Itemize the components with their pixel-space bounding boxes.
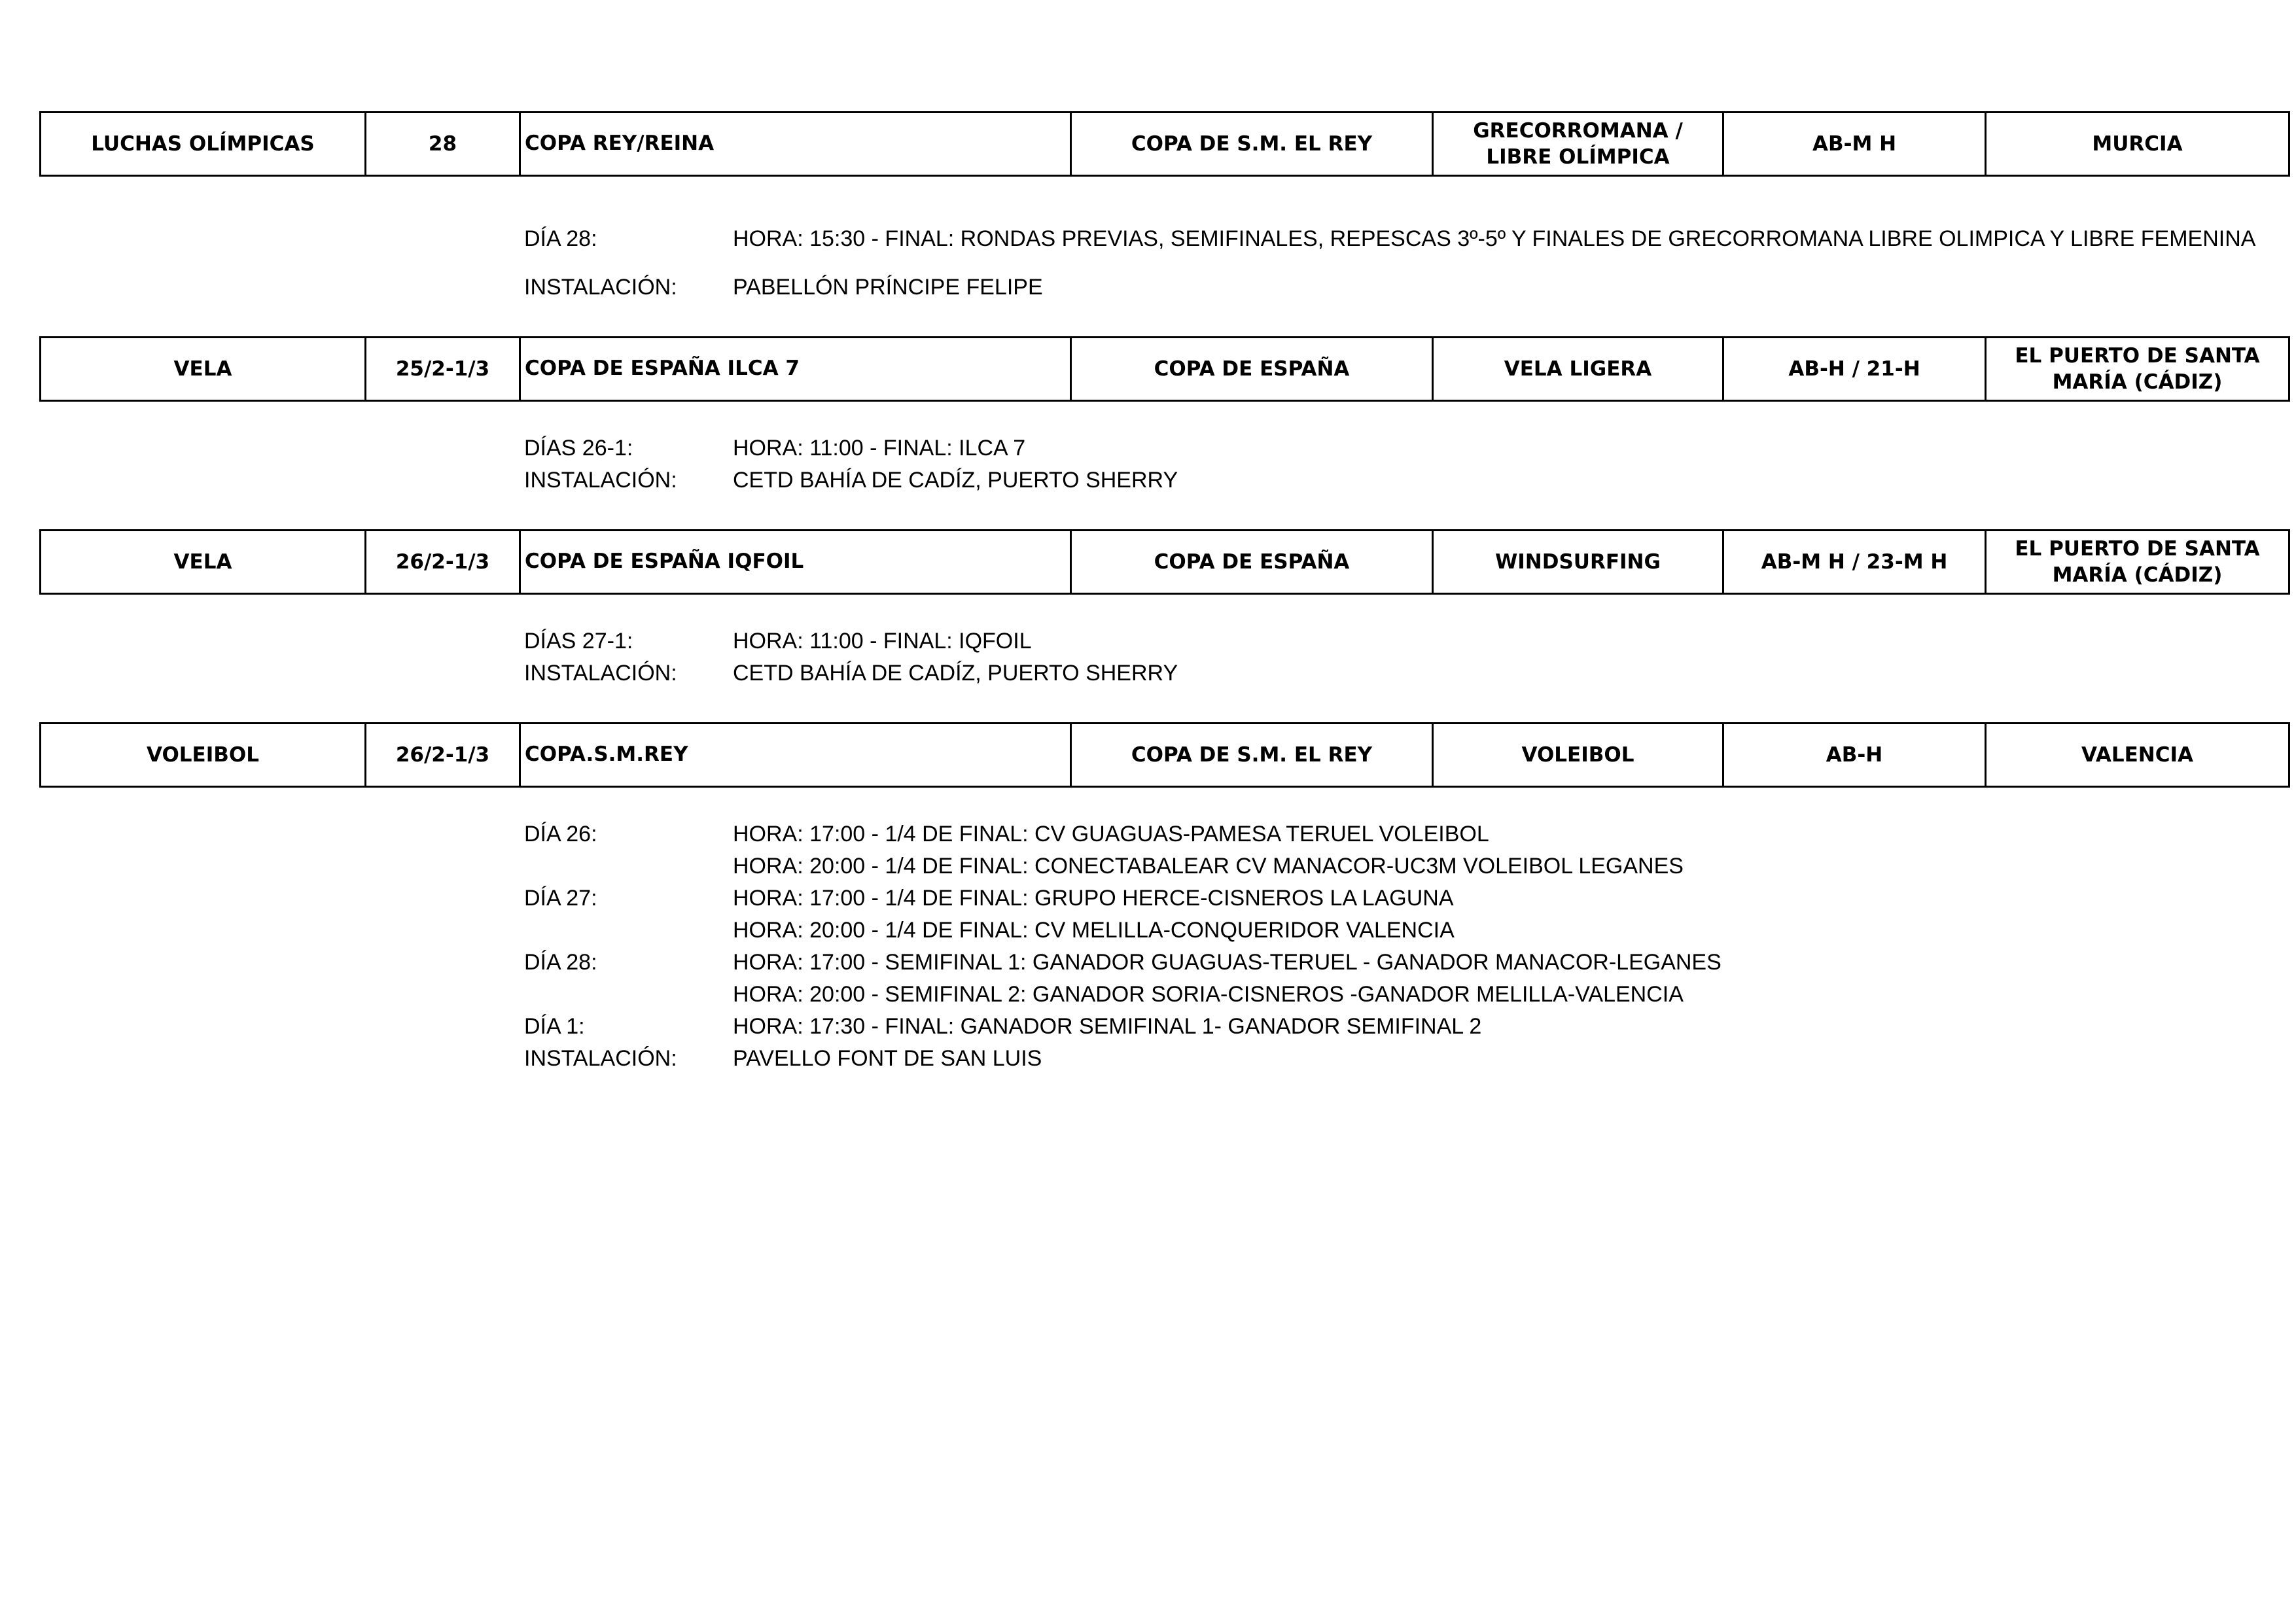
event-dates: 25/2-1/3 — [366, 338, 521, 400]
event-location: MURCIA — [2092, 132, 2183, 156]
event-name: COPA.S.M.REY — [521, 724, 1072, 786]
detail-label: DÍA 28: — [524, 950, 597, 975]
detail-text: PAVELLO FONT DE SAN LUIS — [733, 1046, 1042, 1071]
detail-text: HORA: 11:00 - FINAL: IQFOIL — [733, 629, 1032, 654]
detail-text: HORA: 20:00 - SEMIFINAL 2: GANADOR SORIA-CISNEROS -GANADOR MELILLA-VALENCIA — [733, 982, 1684, 1007]
detail-label: INSTALACIÓN: — [524, 1046, 677, 1071]
event-modality: VELA LIGERA — [1434, 338, 1724, 400]
detail-line — [524, 432, 2291, 464]
detail-text: HORA: 17:00 - SEMIFINAL 1: GANADOR GUAGUAS-TERUEL - GANADOR MANACOR-LEGANES — [733, 950, 1722, 975]
event-name: COPA REY/REINA — [521, 113, 1072, 175]
detail-label: DÍA 28: — [524, 226, 597, 251]
detail-line — [524, 223, 2291, 255]
detail-line — [524, 850, 2291, 882]
event-details — [524, 432, 2291, 497]
detail-label: INSTALACIÓN: — [524, 468, 677, 493]
event-category: AB-M H — [1724, 113, 1987, 175]
detail-label: DÍA 27: — [524, 886, 597, 911]
detail-label: DÍA 1: — [524, 1014, 585, 1039]
detail-line — [524, 979, 2291, 1011]
detail-text: CETD BAHÍA DE CADÍZ, PUERTO SHERRY — [733, 661, 1178, 686]
detail-text: HORA: 15:30 - FINAL: RONDAS PREVIAS, SEMIFINALES, REPESCAS 3º-5º Y FINALES DE GRECORROMANA LIBRE OLIMPICA Y LIBRE FEMENINA — [733, 226, 2256, 251]
detail-line — [524, 882, 2291, 915]
event-name: COPA DE ESPAÑA IQFOIL — [521, 531, 1072, 593]
event-sport: VELA — [41, 531, 366, 593]
detail-line — [524, 915, 2291, 947]
event-location: VALENCIA — [2081, 743, 2194, 767]
detail-text: HORA: 17:30 - FINAL: GANADOR SEMIFINAL 1- GANADOR SEMIFINAL 2 — [733, 1014, 1482, 1039]
detail-line — [524, 464, 2291, 497]
event-competition: COPA DE ESPAÑA — [1072, 338, 1434, 400]
detail-label: DÍAS 27-1: — [524, 629, 633, 654]
event-category: AB-H / 21-H — [1724, 338, 1987, 400]
detail-label: DÍAS 26-1: — [524, 436, 633, 461]
event-row — [39, 722, 2290, 788]
event-competition: COPA DE ESPAÑA — [1072, 531, 1434, 593]
detail-line — [524, 625, 2291, 657]
detail-label: DÍA 26: — [524, 822, 597, 846]
detail-text: CETD BAHÍA DE CADÍZ, PUERTO SHERRY — [733, 468, 1178, 493]
event-dates: 26/2-1/3 — [366, 724, 521, 786]
event-location: EL PUERTO DE SANTA MARÍA (CÁDIZ) — [2015, 344, 2260, 394]
detail-text: HORA: 20:00 - 1/4 DE FINAL: CONECTABALEAR CV MANACOR-UC3M VOLEIBOL LEGANES — [733, 854, 1684, 879]
detail-line — [524, 947, 2291, 979]
detail-line — [524, 271, 2291, 304]
event-modality: VOLEIBOL — [1434, 724, 1724, 786]
event-row — [39, 336, 2290, 402]
event-competition: COPA DE S.M. EL REY — [1072, 113, 1434, 175]
event-dates: 26/2-1/3 — [366, 531, 521, 593]
detail-line — [524, 1043, 2291, 1075]
detail-label: INSTALACIÓN: — [524, 661, 677, 686]
event-modality: WINDSURFING — [1434, 531, 1724, 593]
event-sport: VELA — [41, 338, 366, 400]
detail-line — [524, 1011, 2291, 1043]
event-row — [39, 529, 2290, 595]
detail-line — [524, 657, 2291, 689]
event-dates: 28 — [366, 113, 521, 175]
event-location: EL PUERTO DE SANTA MARÍA (CÁDIZ) — [2015, 537, 2260, 587]
event-category: AB-H — [1724, 724, 1987, 786]
event-category: AB-M H / 23-M H — [1724, 531, 1987, 593]
event-details — [524, 223, 2291, 304]
detail-text: PABELLÓN PRÍNCIPE FELIPE — [733, 275, 1043, 300]
detail-text: HORA: 17:00 - 1/4 DE FINAL: CV GUAGUAS-PAMESA TERUEL VOLEIBOL — [733, 822, 1489, 846]
event-details — [524, 625, 2291, 689]
event-modality: GRECORROMANA / LIBRE OLÍMPICA — [1434, 113, 1724, 175]
event-competition: COPA DE S.M. EL REY — [1072, 724, 1434, 786]
event-sport: LUCHAS OLÍMPICAS — [41, 113, 366, 175]
event-row — [39, 111, 2290, 177]
detail-text: HORA: 20:00 - 1/4 DE FINAL: CV MELILLA-CONQUERIDOR VALENCIA — [733, 918, 1455, 943]
event-sport: VOLEIBOL — [41, 724, 366, 786]
detail-label: INSTALACIÓN: — [524, 275, 677, 300]
event-details — [524, 818, 2291, 1075]
detail-text: HORA: 17:00 - 1/4 DE FINAL: GRUPO HERCE-CISNEROS LA LAGUNA — [733, 886, 1454, 911]
event-name: COPA DE ESPAÑA ILCA 7 — [521, 338, 1072, 400]
detail-text: HORA: 11:00 - FINAL: ILCA 7 — [733, 436, 1026, 461]
detail-line — [524, 818, 2291, 850]
